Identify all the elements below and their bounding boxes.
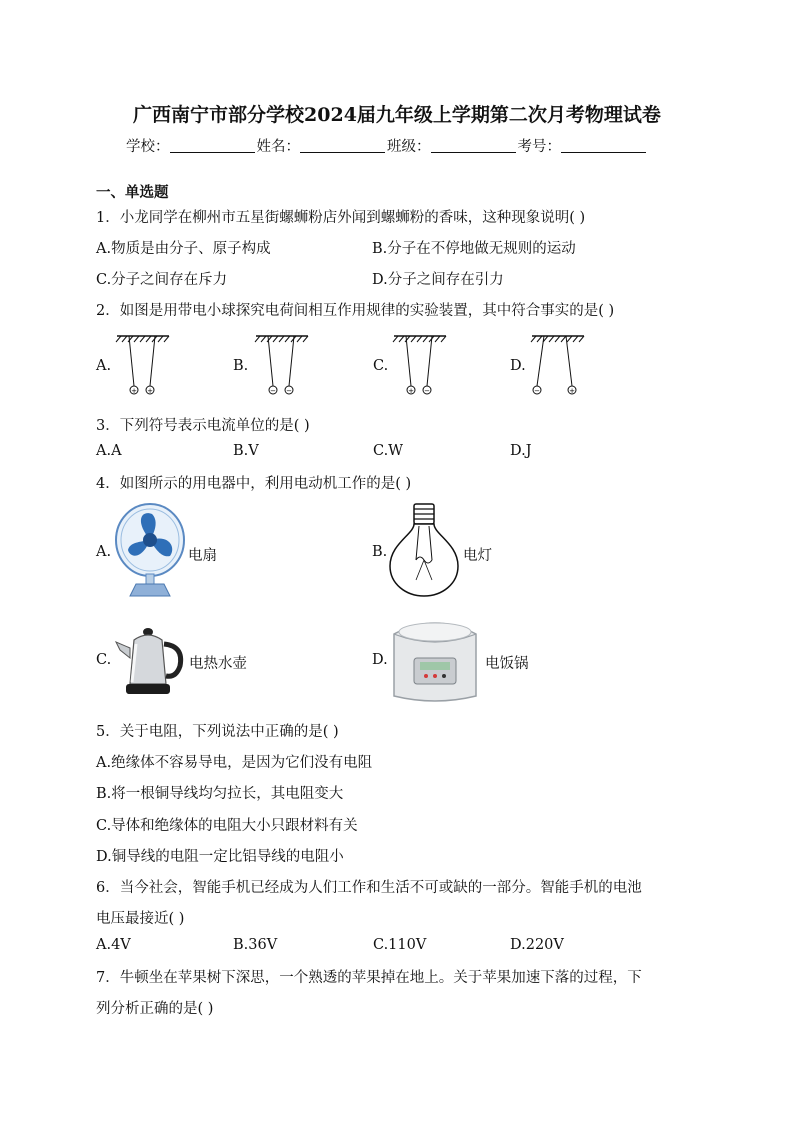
q3-option-c: C.W <box>373 443 404 459</box>
q1-option-b: B.分子在不停地做无规则的运动 <box>372 241 576 257</box>
q4-name-a: 电扇 <box>188 548 217 564</box>
q2-d-charge-right: + <box>569 387 575 395</box>
q5-stem: 5．关于电阻，下列说法中正确的是( ) <box>96 724 339 740</box>
q2-label-d: D. <box>510 358 526 374</box>
q3-option-b: B.V <box>233 443 259 459</box>
bulb-image <box>386 500 462 600</box>
q3-option-a: A.A <box>96 443 122 459</box>
q1-stem: 1．小龙同学在柳州市五星街螺蛳粉店外闻到螺蛳粉的香味，这种现象说明( ) <box>96 210 586 226</box>
q5-option-c: C.导体和绝缘体的电阻大小只跟材料有关 <box>96 818 358 834</box>
q2-label-b: B. <box>233 358 249 374</box>
q2-label-a: A. <box>96 358 112 374</box>
q2-b-charge-right: − <box>286 387 292 395</box>
q6-option-a: A.4V <box>96 937 131 953</box>
q7-stem-line1: 7．牛顿坐在苹果树下深思，一个熟透的苹果掉在地上。关于苹果加速下落的过程，下 <box>96 970 642 986</box>
rice-cooker-image <box>388 612 482 706</box>
q5-option-b: B.将一根铜导线均匀拉长，其电阻变大 <box>96 786 344 802</box>
q4-label-c: C. <box>96 652 112 668</box>
exam-number-label: 考号： <box>517 139 561 155</box>
q2-diagram-a <box>113 330 173 402</box>
name-label: 姓名： <box>256 139 300 155</box>
page-title: 广西南宁市部分学校2024届九年级上学期第二次月考物理试卷 <box>133 104 661 126</box>
q4-label-a: A. <box>96 544 112 560</box>
q5-option-a: A.绝缘体不容易导电，是因为它们没有电阻 <box>96 755 373 771</box>
q2-c-charge-right: − <box>424 387 430 395</box>
name-blank <box>300 138 385 153</box>
q1-option-c: C.分子之间存在斥力 <box>96 272 228 288</box>
q6-stem-line2: 电压最接近( ) <box>96 911 185 927</box>
q2-b-charge-left: − <box>270 387 276 395</box>
kettle-image <box>114 626 184 698</box>
q6-option-b: B.36V <box>233 937 278 953</box>
q4-name-b: 电灯 <box>463 548 492 564</box>
q2-diagram-c <box>390 330 450 402</box>
q4-label-b: B. <box>372 544 388 560</box>
q2-c-charge-left: + <box>408 387 414 395</box>
q6-option-d: D.220V <box>510 937 564 953</box>
q4-label-d: D. <box>372 652 388 668</box>
q1-option-d: D.分子之间存在引力 <box>372 272 504 288</box>
q7-stem-line2: 列分析正确的是( ) <box>96 1001 214 1017</box>
q2-stem: 2．如图是用带电小球探究电荷间相互作用规律的实验装置，其中符合事实的是( ) <box>96 303 615 319</box>
q2-diagram-b <box>252 330 312 402</box>
q3-stem: 3．下列符号表示电流单位的是( ) <box>96 418 310 434</box>
q2-a-charge-right: + <box>147 387 153 395</box>
q2-diagram-d <box>528 330 588 402</box>
class-blank <box>431 138 516 153</box>
section-heading: 一、单选题 <box>96 184 169 201</box>
exam-number-blank <box>561 138 646 153</box>
school-label: 学校： <box>126 139 170 155</box>
q2-d-charge-left: − <box>534 387 540 395</box>
q3-option-d: D.J <box>510 443 532 459</box>
q6-stem-line1: 6．当今社会，智能手机已经成为人们工作和生活不可或缺的一部分。智能手机的电池 <box>96 880 642 896</box>
q5-option-d: D.铜导线的电阻一定比铝导线的电阻小 <box>96 849 344 865</box>
fan-image <box>112 500 187 602</box>
student-info-line <box>126 135 648 156</box>
school-blank <box>170 138 255 153</box>
q4-name-c: 电热水壶 <box>189 656 247 672</box>
class-label: 班级： <box>387 139 431 155</box>
q4-name-d: 电饭锅 <box>485 656 529 672</box>
q1-option-a: A.物质是由分子、原子构成 <box>96 241 271 257</box>
q4-stem: 4．如图所示的用电器中，利用电动机工作的是( ) <box>96 476 412 492</box>
q2-label-c: C. <box>373 358 389 374</box>
q2-a-charge-left: + <box>131 387 137 395</box>
q6-option-c: C.110V <box>373 937 427 953</box>
